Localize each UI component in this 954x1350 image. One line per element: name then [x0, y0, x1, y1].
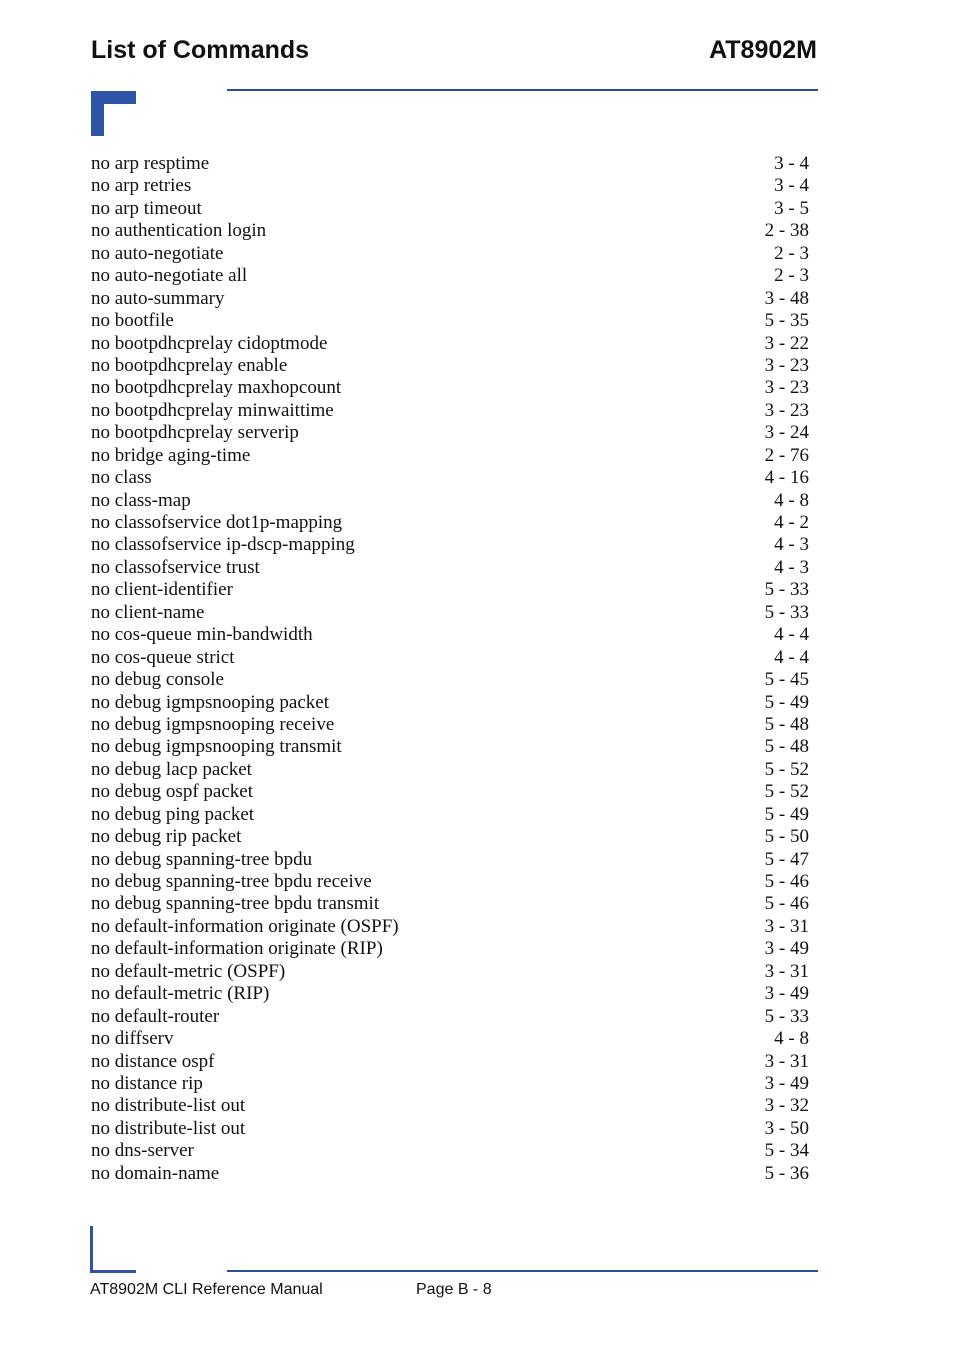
product-name: AT8902M [709, 36, 817, 64]
page-reference: 3 - 4 [774, 153, 809, 174]
section-title: List of Commands [91, 36, 310, 64]
index-entry [91, 1073, 809, 1095]
index-entry [91, 736, 809, 758]
command-name: no auto-negotiate all [91, 265, 248, 287]
command-name: no dns-server [91, 1140, 194, 1162]
command-name: no default-router [91, 1005, 220, 1027]
index-entry [91, 1140, 809, 1162]
page-reference: 5 - 48 [764, 713, 809, 735]
page-reference: 4 - 16 [764, 467, 809, 489]
page-reference: 5 - 35 [764, 310, 809, 332]
page-reference: 4 - 8 [774, 1028, 809, 1050]
page-reference: 5 - 49 [764, 691, 809, 713]
command-name: no bridge aging-time [91, 444, 251, 466]
command-name: no classofservice ip-dscp-mapping [91, 534, 355, 556]
index-entry [91, 377, 809, 399]
command-name: no distance ospf [91, 1050, 215, 1072]
index-entry [91, 288, 809, 310]
command-name: no bootpdhcprelay maxhopcount [91, 377, 342, 399]
page-reference: 3 - 48 [764, 287, 809, 309]
index-entry [91, 826, 809, 848]
command-name: no default-metric (OSPF) [91, 960, 286, 982]
command-name: no debug console [91, 669, 224, 691]
page-reference: 3 - 22 [764, 332, 809, 354]
command-name: no class [91, 467, 152, 489]
index-entry [91, 534, 809, 556]
index-entry [91, 355, 809, 377]
command-name: no domain-name [91, 1162, 220, 1184]
footer-corner-mark [90, 1226, 136, 1273]
command-name: no arp resptime [91, 153, 210, 174]
command-name: no debug igmpsnooping receive [91, 713, 335, 735]
page-reference: 5 - 33 [764, 601, 809, 623]
index-entry [91, 916, 809, 938]
manual-title: AT8902M CLI Reference Manual [90, 1281, 323, 1298]
command-name: no debug ping packet [91, 803, 255, 825]
page-reference: 3 - 31 [764, 960, 809, 982]
page-reference: 3 - 4 [774, 175, 809, 197]
command-name: no bootpdhcprelay minwaittime [91, 399, 334, 421]
index-entry [91, 781, 809, 803]
index-entry [91, 938, 809, 960]
command-name: no debug lacp packet [91, 758, 252, 780]
page-reference: 2 - 3 [774, 265, 809, 287]
page-reference: 5 - 36 [764, 1162, 809, 1184]
index-entry [91, 512, 809, 534]
page-reference: 4 - 8 [774, 489, 809, 511]
index-entry [91, 579, 809, 601]
command-name: no debug spanning-tree bpdu [91, 848, 313, 870]
header-rule [227, 89, 818, 91]
header-corner-mark [91, 91, 136, 136]
command-name: no auto-negotiate [91, 242, 224, 264]
page-reference: 5 - 34 [764, 1140, 809, 1162]
page-reference: 3 - 24 [764, 422, 809, 444]
command-name: no cos-queue min-bandwidth [91, 624, 313, 646]
index-entry [91, 1095, 809, 1117]
index-entry [91, 467, 809, 489]
page-reference: 5 - 52 [764, 758, 809, 780]
command-name: no debug igmpsnooping transmit [91, 736, 342, 758]
index-entry [91, 422, 809, 444]
page-reference: 3 - 49 [764, 938, 809, 960]
page-reference: 4 - 2 [774, 512, 809, 533]
index-entry [91, 310, 809, 332]
command-name: no default-information originate (RIP) [91, 938, 383, 960]
index-entry [91, 669, 809, 691]
page-reference: 3 - 31 [764, 915, 809, 937]
page-number: Page B - 8 [416, 1281, 492, 1298]
command-name: no bootfile [91, 310, 174, 332]
command-name: no debug rip packet [91, 826, 242, 848]
page-reference: 5 - 33 [764, 1005, 809, 1027]
page-reference: 4 - 4 [774, 646, 809, 668]
index-entry [91, 714, 809, 736]
page-reference: 4 - 3 [774, 534, 809, 556]
command-name: no arp retries [91, 175, 192, 197]
command-name: no class-map [91, 489, 191, 511]
page-reference: 5 - 45 [764, 669, 809, 691]
index-entry [91, 893, 809, 915]
command-name: no classofservice trust [91, 556, 260, 578]
index-entry [91, 400, 809, 422]
page-reference: 3 - 23 [764, 377, 809, 399]
index-entry [91, 871, 809, 893]
index-entry [91, 1118, 809, 1140]
page-reference: 5 - 50 [764, 826, 809, 848]
index-entry [91, 175, 809, 197]
page-reference: 3 - 50 [764, 1117, 809, 1139]
page-reference: 2 - 3 [774, 242, 809, 264]
command-name: no client-identifier [91, 579, 233, 601]
index-entry [91, 692, 809, 714]
index-entry [91, 243, 809, 265]
index-entry [91, 333, 809, 355]
page-reference: 3 - 23 [764, 354, 809, 376]
command-name: no debug igmpsnooping packet [91, 691, 329, 713]
command-name: no default-information originate (OSPF) [91, 915, 399, 937]
page-reference: 2 - 38 [764, 220, 809, 242]
page-reference: 3 - 49 [764, 1072, 809, 1094]
command-index-list [91, 153, 809, 1185]
page-reference: 2 - 76 [764, 444, 809, 466]
page-reference: 5 - 46 [764, 871, 809, 892]
command-name: no classofservice dot1p-mapping [91, 512, 343, 533]
index-entry [91, 220, 809, 242]
page-reference: 5 - 33 [764, 579, 809, 601]
command-name: no debug spanning-tree bpdu transmit [91, 893, 380, 915]
index-entry [91, 849, 809, 871]
page-reference: 3 - 49 [764, 983, 809, 1005]
index-entry [91, 624, 809, 646]
command-name: no distribute-list out [91, 1117, 246, 1139]
command-name: no bootpdhcprelay enable [91, 354, 288, 376]
index-entry [91, 557, 809, 579]
command-name: no arp timeout [91, 197, 202, 219]
page-reference: 5 - 48 [764, 736, 809, 758]
command-name: no client-name [91, 601, 205, 623]
command-name: no distribute-list out [91, 1095, 246, 1117]
index-entry [91, 602, 809, 624]
index-entry [91, 804, 809, 826]
index-entry [91, 1006, 809, 1028]
command-name: no debug ospf packet [91, 781, 253, 803]
command-name: no auto-summary [91, 287, 225, 309]
index-entry [91, 490, 809, 512]
command-name: no cos-queue strict [91, 646, 235, 668]
command-name: no diffserv [91, 1028, 174, 1050]
page-reference: 5 - 52 [764, 781, 809, 803]
command-name: no bootpdhcprelay serverip [91, 422, 299, 444]
command-name: no distance rip [91, 1072, 203, 1094]
index-entry [91, 1051, 809, 1073]
index-entry [91, 198, 809, 220]
command-name: no default-metric (RIP) [91, 983, 270, 1005]
command-name: no bootpdhcprelay cidoptmode [91, 332, 328, 354]
page-reference: 3 - 23 [764, 399, 809, 421]
index-entry [91, 1028, 809, 1050]
page-reference: 3 - 31 [764, 1050, 809, 1072]
page-reference: 3 - 5 [774, 197, 809, 219]
index-entry [91, 265, 809, 287]
index-entry [91, 983, 809, 1005]
command-name: no authentication login [91, 220, 267, 242]
command-name: no debug spanning-tree bpdu receive [91, 871, 372, 892]
page-reference: 5 - 46 [764, 893, 809, 915]
page-reference: 3 - 32 [764, 1095, 809, 1117]
index-entry [91, 153, 809, 175]
footer-rule [227, 1270, 818, 1272]
page-reference: 5 - 49 [764, 803, 809, 825]
page-reference: 4 - 4 [774, 624, 809, 646]
index-entry [91, 961, 809, 983]
page-reference: 5 - 47 [764, 848, 809, 870]
index-entry [91, 759, 809, 781]
page-reference: 4 - 3 [774, 556, 809, 578]
index-entry [91, 647, 809, 669]
index-entry [91, 445, 809, 467]
index-entry [91, 1163, 809, 1185]
